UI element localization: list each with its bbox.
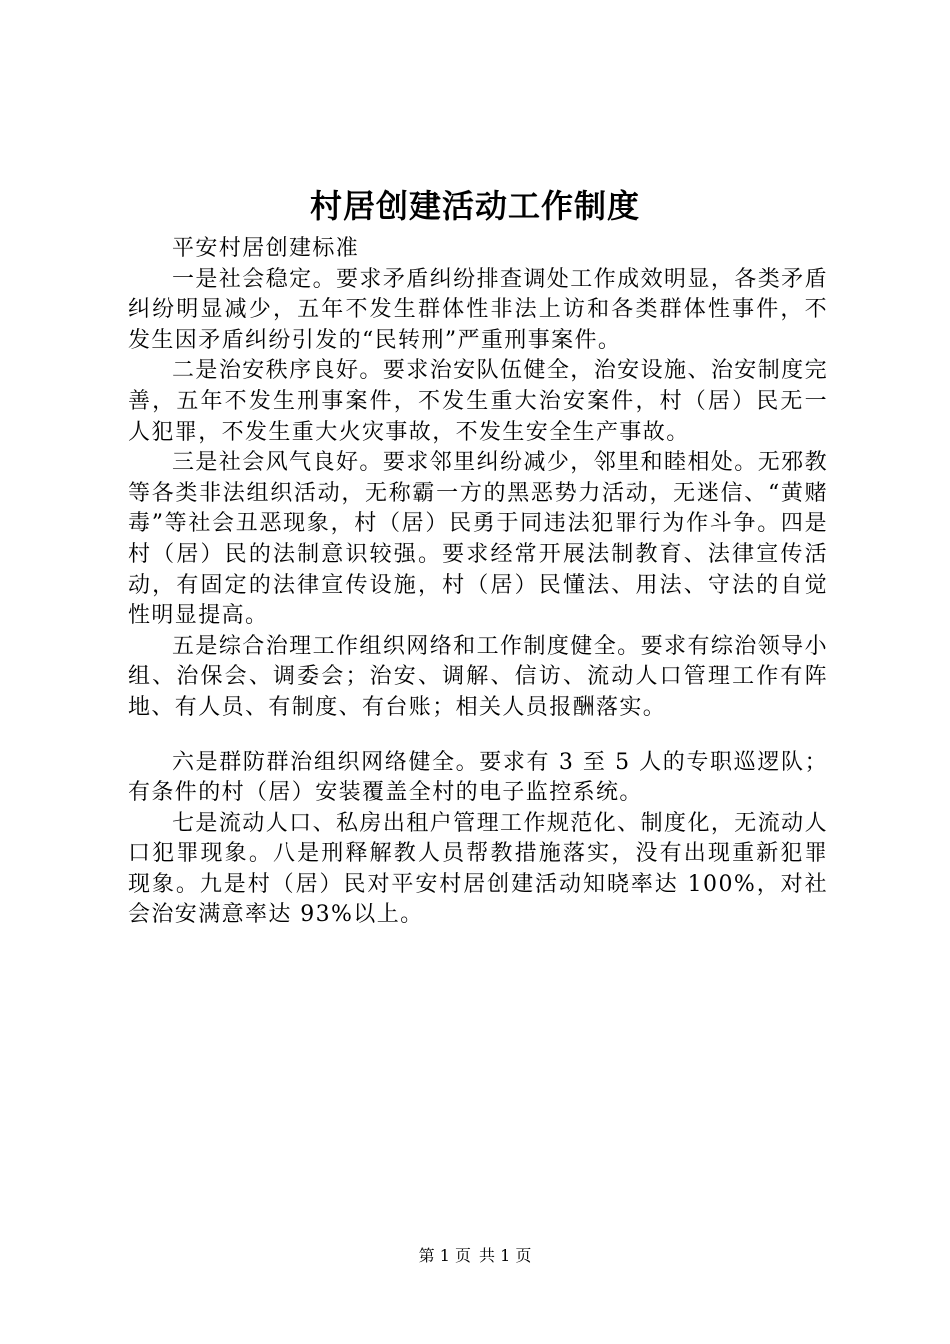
paragraph-1: 一是社会稳定。要求矛盾纠纷排查调处工作成效明显，各类矛盾纠纷明显减少，五年不发生群体性非法上访和各类群体性事件，不发生因矛盾纠纷引发的“民转刑”严重刑事案件。 — [128, 266, 828, 353]
document-body — [128, 234, 828, 931]
paragraph-3: 三是社会风气良好。要求邻里纠纷减少，邻里和睦相处。无邪教等各类非法组织活动，无称霸一方的黑恶势力活动，无迷信、“黄赌毒”等社会丑恶现象，村（居）民勇于同违法犯罪行为作斗争。四是村（居）民的法制意识较强。要求经常开展法制教育、法律宣传活动，有固定的法律宣传设施，村（居）民懂法、用法、守法的自觉性明显提高。 — [128, 450, 828, 629]
section-heading: 平安村居创建标准 — [172, 236, 360, 261]
document-title: 村居创建活动工作制度 — [309, 187, 640, 225]
paragraph-2: 二是治安秩序良好。要求治安队伍健全，治安设施、治安制度完善，五年不发生刑事案件，不发生重大治安案件，村（居）民无一人犯罪，不发生重大火灾事故，不发生安全生产事故。 — [128, 358, 828, 445]
paragraph-4: 五是综合治理工作组织网络和工作制度健全。要求有综治领导小组、治保会、调委会；治安、调解、信访、流动人口管理工作有阵地、有人员、有制度、有台账；相关人员报酬落实。 — [128, 633, 828, 720]
page-footer — [0, 1245, 950, 1267]
paragraph-6: 七是流动人口、私房出租户管理工作规范化、制度化，无流动人口犯罪现象。八是刑释解教人员帮教措施落实，没有出现重新犯罪现象。九是村（居）民对平安村居创建活动知晓率达 100%，对社会治安满意率达 93%以上。 — [128, 810, 828, 928]
paragraph-5: 六是群防群治组织网络健全。要求有 3 至 5 人的专职巡逻队；有条件的村（居）安装覆盖全村的电子监控系统。 — [128, 749, 828, 806]
page-number: 第 1 页 — [418, 1246, 471, 1265]
page-total: 共 1 页 — [479, 1246, 532, 1265]
